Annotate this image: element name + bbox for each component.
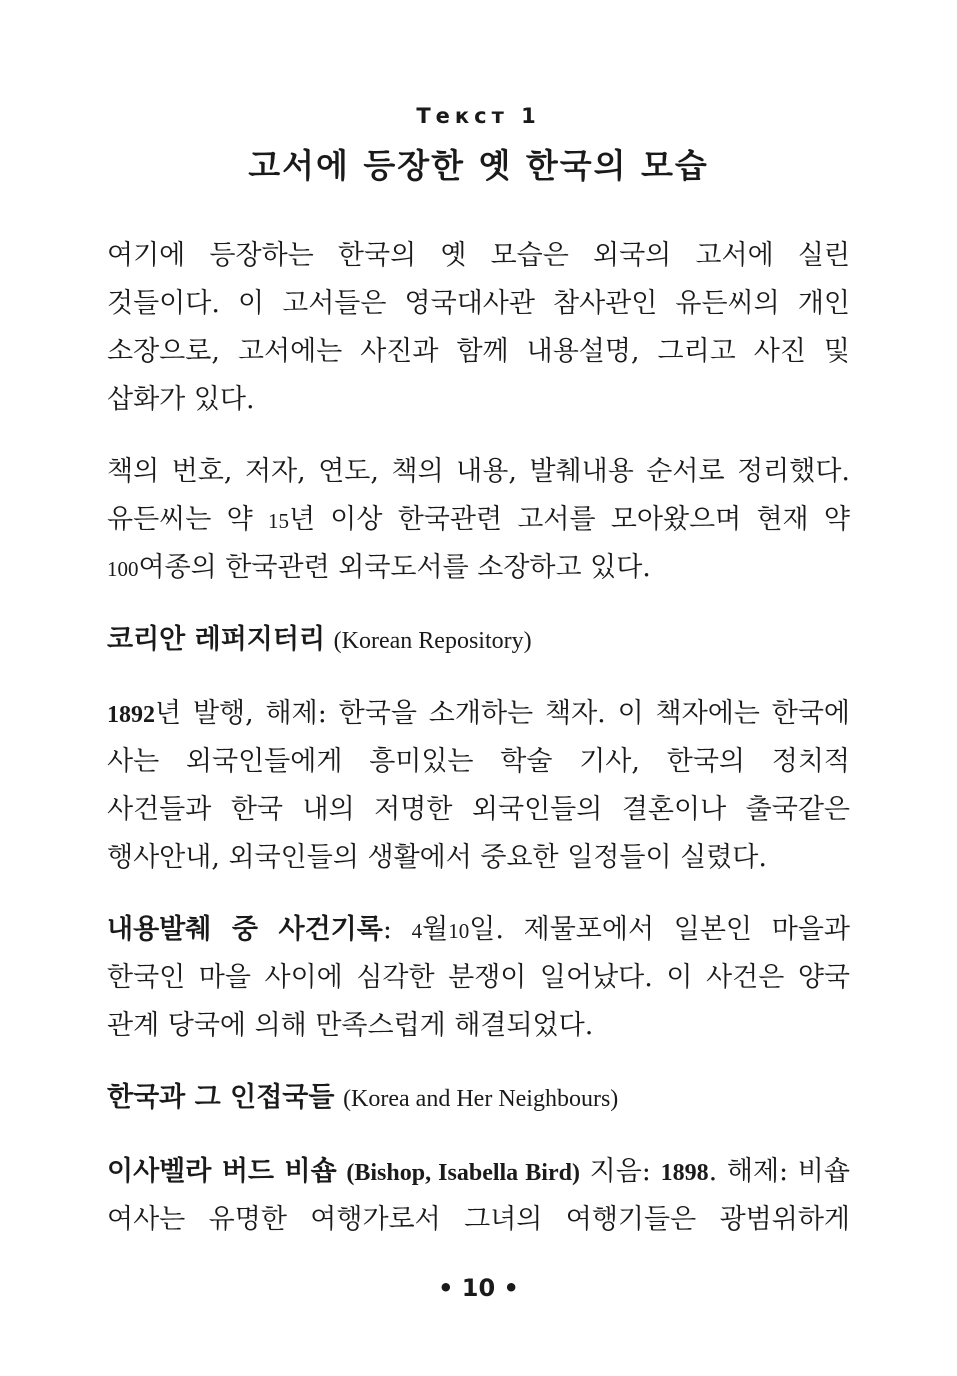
text: 년 이상 한국관련 고서를 모아왔으며 현재 약 <box>288 504 850 535</box>
text: 년 발행, 해제: 한국을 소개하는 책자. 이 책자에는 한국에 <box>155 698 850 729</box>
paragraph-1-line-4: 삽화가 있다. <box>107 384 255 415</box>
paragraph-2-line-3 <box>107 548 850 588</box>
text: 유든씨는 약 <box>107 504 268 535</box>
excerpt-label: 내용발췌 중 사건기록 <box>107 914 383 945</box>
book-2-heading <box>107 1078 850 1118</box>
count-number: 100 <box>107 557 139 581</box>
page-number: • 10 • <box>438 1274 519 1302</box>
author-name: 이사벨라 버드 비숍 <box>107 1156 337 1187</box>
years-number: 15 <box>267 509 289 533</box>
paragraph-1-line-2: 것들이다. 이 고서들은 영국대사관 참사관인 유든씨의 개인 <box>107 288 850 319</box>
day-number: 10 <box>448 919 470 943</box>
paragraph-5-line-1 <box>107 1152 850 1192</box>
paragraph-1-line-1: 여기에 등장하는 한국의 옛 모습은 외국의 고서에 실린 <box>107 240 850 271</box>
book-1-title: 코리안 레퍼지터리 <box>107 624 326 655</box>
text: 여종의 한국관련 외국도서를 소장하고 있다. <box>138 552 651 583</box>
paragraph-3-line-3: 사건들과 한국 내의 저명한 외국인들의 결혼이나 출국같은 <box>107 794 850 825</box>
book-1-heading <box>107 620 850 660</box>
text: 일. 제물포에서 일본인 마을과 <box>469 914 850 945</box>
paragraph-3-line-4: 행사안내, 외국인들의 생활에서 중요한 일정들이 실렸다. <box>107 842 767 873</box>
book-2-english-title: (Korea and Her Neighbours) <box>343 1086 619 1112</box>
book-1-english-title: (Korean Repository) <box>333 628 532 654</box>
text: . 해제: 비숍 <box>708 1156 850 1187</box>
paragraph-4-line-3: 관계 당국에 의해 만족스럽게 해결되었다. <box>107 1010 594 1041</box>
paragraph-4-line-1 <box>107 910 850 950</box>
paragraph-2-line-1: 책의 번호, 저자, 연도, 책의 내용, 발췌내용 순서로 정리했다. <box>107 456 850 487</box>
author-latin-name: (Bishop, Isabella Bird) <box>346 1160 580 1186</box>
page-title: 고서에 등장한 옛 한국의 모습 <box>248 146 709 185</box>
paragraph-3-line-1 <box>107 694 850 734</box>
publication-year: 1892 <box>107 702 155 728</box>
book-2-title: 한국과 그 인접국들 <box>107 1082 335 1113</box>
paragraph-1-line-3: 소장으로, 고서에는 사진과 함께 내용설명, 그리고 사진 및 <box>107 336 850 367</box>
text-number-label: Текст 1 <box>416 104 541 128</box>
text: : <box>382 914 412 945</box>
paragraph-5-line-2: 여사는 유명한 여행가로서 그녀의 여행기들은 광범위하게 <box>107 1204 850 1235</box>
paragraph-4-line-2: 한국인 마을 사이에 심각한 분쟁이 일어났다. 이 사건은 양국 <box>107 962 850 993</box>
paragraph-2-line-2 <box>107 500 850 540</box>
publication-year: 1898 <box>660 1160 709 1186</box>
text: 지음: <box>579 1156 661 1187</box>
text: 월 <box>422 914 449 945</box>
paragraph-3-line-2: 사는 외국인들에게 흥미있는 학술 기사, 한국의 정치적 <box>107 746 850 777</box>
month-number: 4 <box>411 919 423 943</box>
